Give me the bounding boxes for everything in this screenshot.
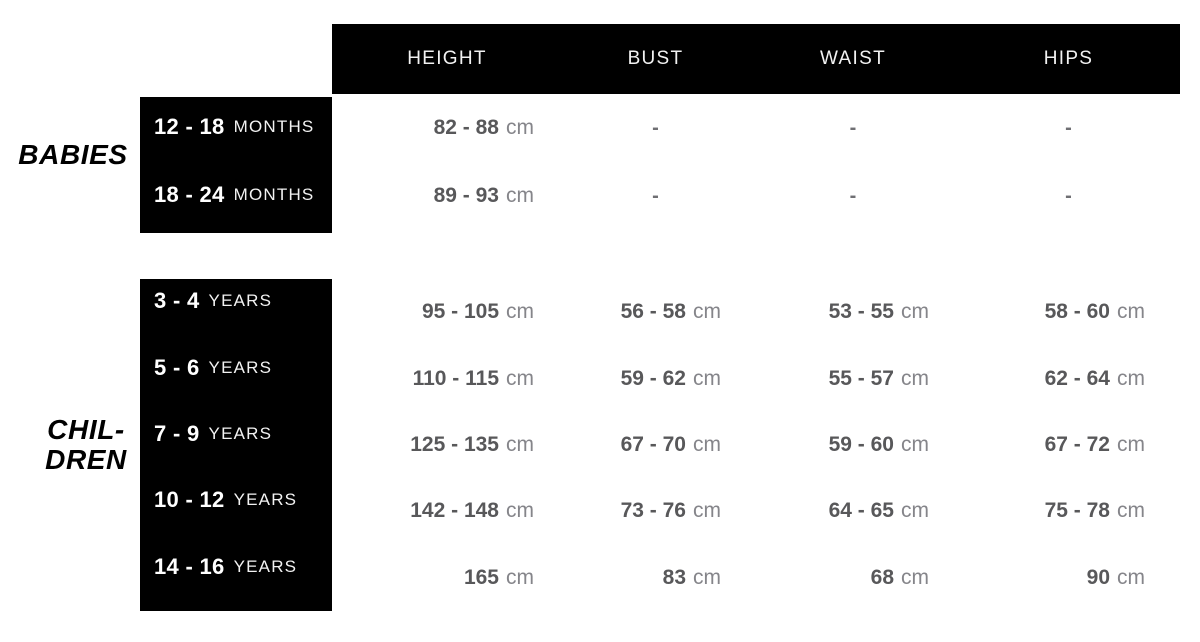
size-range: 12 - 18 bbox=[154, 114, 225, 139]
measurement-value: 59 - 60 bbox=[828, 432, 894, 456]
measurement-unit: cm bbox=[1117, 499, 1145, 523]
measurement-cell-height bbox=[332, 162, 562, 230]
empty-value-dash: - bbox=[1065, 184, 1072, 207]
children-values-grid bbox=[332, 279, 1180, 611]
size-unit: YEARS bbox=[208, 424, 273, 444]
measurement-cell-bust bbox=[562, 545, 749, 611]
measurement-cell-height bbox=[332, 94, 562, 162]
measurement-value: 56 - 58 bbox=[620, 300, 686, 324]
measurement-unit: cm bbox=[901, 499, 929, 523]
size-range: 18 - 24 bbox=[154, 182, 225, 207]
measurement-cell-hips bbox=[957, 478, 1180, 544]
measurement-unit: cm bbox=[901, 366, 929, 390]
measurement-cell-height bbox=[332, 279, 562, 345]
column-header-hips: HIPS bbox=[1043, 48, 1094, 69]
size-row-label bbox=[140, 93, 332, 161]
measurement-unit: cm bbox=[1117, 300, 1145, 324]
measurement-value: 142 - 148 bbox=[410, 499, 499, 523]
measurement-unit: cm bbox=[693, 300, 721, 324]
measurement-value: 67 - 70 bbox=[620, 432, 686, 456]
category-label-line: CHIL- bbox=[47, 414, 125, 445]
column-header-height: HEIGHT bbox=[407, 48, 487, 69]
measurement-unit: cm bbox=[506, 565, 534, 589]
measurement-cell-hips bbox=[957, 545, 1180, 611]
measurement-unit: cm bbox=[506, 432, 534, 456]
size-unit: MONTHS bbox=[233, 185, 315, 204]
measurement-value: 68 bbox=[870, 565, 894, 589]
babies-size-label-box bbox=[140, 97, 332, 233]
table-header bbox=[332, 24, 1180, 94]
measurement-unit: cm bbox=[693, 499, 721, 523]
measurement-unit: cm bbox=[506, 300, 534, 324]
measurement-cell-bust bbox=[562, 478, 749, 544]
measurement-cell-waist bbox=[749, 345, 957, 411]
measurement-cell-height bbox=[332, 478, 562, 544]
measurement-unit: cm bbox=[506, 116, 534, 139]
measurement-value: 53 - 55 bbox=[828, 300, 894, 324]
measurement-cell-bust bbox=[562, 345, 749, 411]
measurement-unit: cm bbox=[901, 300, 929, 324]
measurement-value: 95 - 105 bbox=[421, 300, 499, 324]
size-row-label bbox=[140, 401, 332, 467]
measurement-unit: cm bbox=[693, 366, 721, 390]
measurement-value: 89 - 93 bbox=[433, 184, 499, 207]
measurement-cell-waist bbox=[749, 279, 957, 345]
measurement-unit: cm bbox=[506, 184, 534, 207]
measurement-cell-hips bbox=[957, 162, 1180, 230]
size-range: 7 - 9 bbox=[154, 421, 200, 447]
measurement-value: 165 bbox=[463, 565, 499, 589]
measurement-value: 55 - 57 bbox=[828, 366, 894, 390]
measurement-cell-waist bbox=[749, 545, 957, 611]
measurement-cell-bust bbox=[562, 94, 749, 162]
measurement-cell-bust bbox=[562, 279, 749, 345]
column-header-waist: WAIST bbox=[820, 48, 886, 69]
measurement-cell-hips bbox=[957, 412, 1180, 478]
measurement-cell-height bbox=[332, 345, 562, 411]
measurement-cell-bust bbox=[562, 162, 749, 230]
size-range: 14 - 16 bbox=[154, 553, 225, 579]
measurement-cell-bust bbox=[562, 412, 749, 478]
size-row-label bbox=[140, 268, 332, 334]
measurement-unit: cm bbox=[1117, 366, 1145, 390]
measurement-unit: cm bbox=[693, 432, 721, 456]
measurement-value: 110 - 115 bbox=[412, 366, 499, 390]
measurement-value: 67 - 72 bbox=[1044, 432, 1110, 456]
measurement-cell-hips bbox=[957, 279, 1180, 345]
measurement-unit: cm bbox=[1117, 432, 1145, 456]
measurement-value: 83 bbox=[662, 565, 686, 589]
measurement-value: 125 - 135 bbox=[410, 432, 499, 456]
measurement-unit: cm bbox=[693, 565, 721, 589]
category-label-babies bbox=[0, 97, 146, 213]
category-label-line: BABIES bbox=[18, 139, 128, 170]
size-row-label bbox=[140, 467, 332, 533]
measurement-value: 64 - 65 bbox=[828, 499, 894, 523]
measurement-value: 90 bbox=[1086, 565, 1110, 589]
empty-value-dash: - bbox=[849, 184, 857, 207]
children-size-label-box bbox=[140, 279, 332, 611]
measurement-cell-waist bbox=[749, 162, 957, 230]
measurement-value: 58 - 60 bbox=[1044, 300, 1110, 324]
measurement-value: 73 - 76 bbox=[620, 499, 686, 523]
size-unit: YEARS bbox=[208, 291, 273, 311]
measurement-unit: cm bbox=[1117, 565, 1145, 589]
measurement-cell-height bbox=[332, 412, 562, 478]
empty-value-dash: - bbox=[1065, 116, 1072, 139]
measurement-cell-waist bbox=[749, 478, 957, 544]
measurement-unit: cm bbox=[506, 366, 534, 390]
empty-value-dash: - bbox=[652, 184, 659, 207]
measurement-value: 62 - 64 bbox=[1044, 366, 1110, 390]
measurement-value: 82 - 88 bbox=[433, 116, 499, 139]
empty-value-dash: - bbox=[849, 116, 857, 139]
measurement-unit: cm bbox=[901, 565, 929, 589]
size-row-label bbox=[140, 334, 332, 400]
column-header-bust: BUST bbox=[627, 48, 684, 69]
size-row-label bbox=[140, 161, 332, 229]
babies-values-grid bbox=[332, 97, 1180, 233]
size-row-label bbox=[140, 534, 332, 600]
size-unit: YEARS bbox=[233, 490, 298, 510]
measurement-value: 59 - 62 bbox=[620, 366, 686, 390]
size-unit: YEARS bbox=[208, 357, 273, 377]
size-unit: MONTHS bbox=[233, 117, 315, 136]
size-range: 5 - 6 bbox=[154, 354, 200, 380]
size-unit: YEARS bbox=[233, 556, 298, 576]
measurement-cell-height bbox=[332, 545, 562, 611]
measurement-unit: cm bbox=[506, 499, 534, 523]
measurement-cell-waist bbox=[749, 412, 957, 478]
measurement-unit: cm bbox=[901, 432, 929, 456]
size-range: 10 - 12 bbox=[154, 487, 225, 513]
size-range: 3 - 4 bbox=[154, 288, 200, 314]
measurement-cell-hips bbox=[957, 94, 1180, 162]
category-label-line: DREN bbox=[45, 444, 127, 475]
measurement-value: 75 - 78 bbox=[1044, 499, 1110, 523]
measurement-cell-hips bbox=[957, 345, 1180, 411]
empty-value-dash: - bbox=[652, 116, 659, 139]
measurement-cell-waist bbox=[749, 94, 957, 162]
